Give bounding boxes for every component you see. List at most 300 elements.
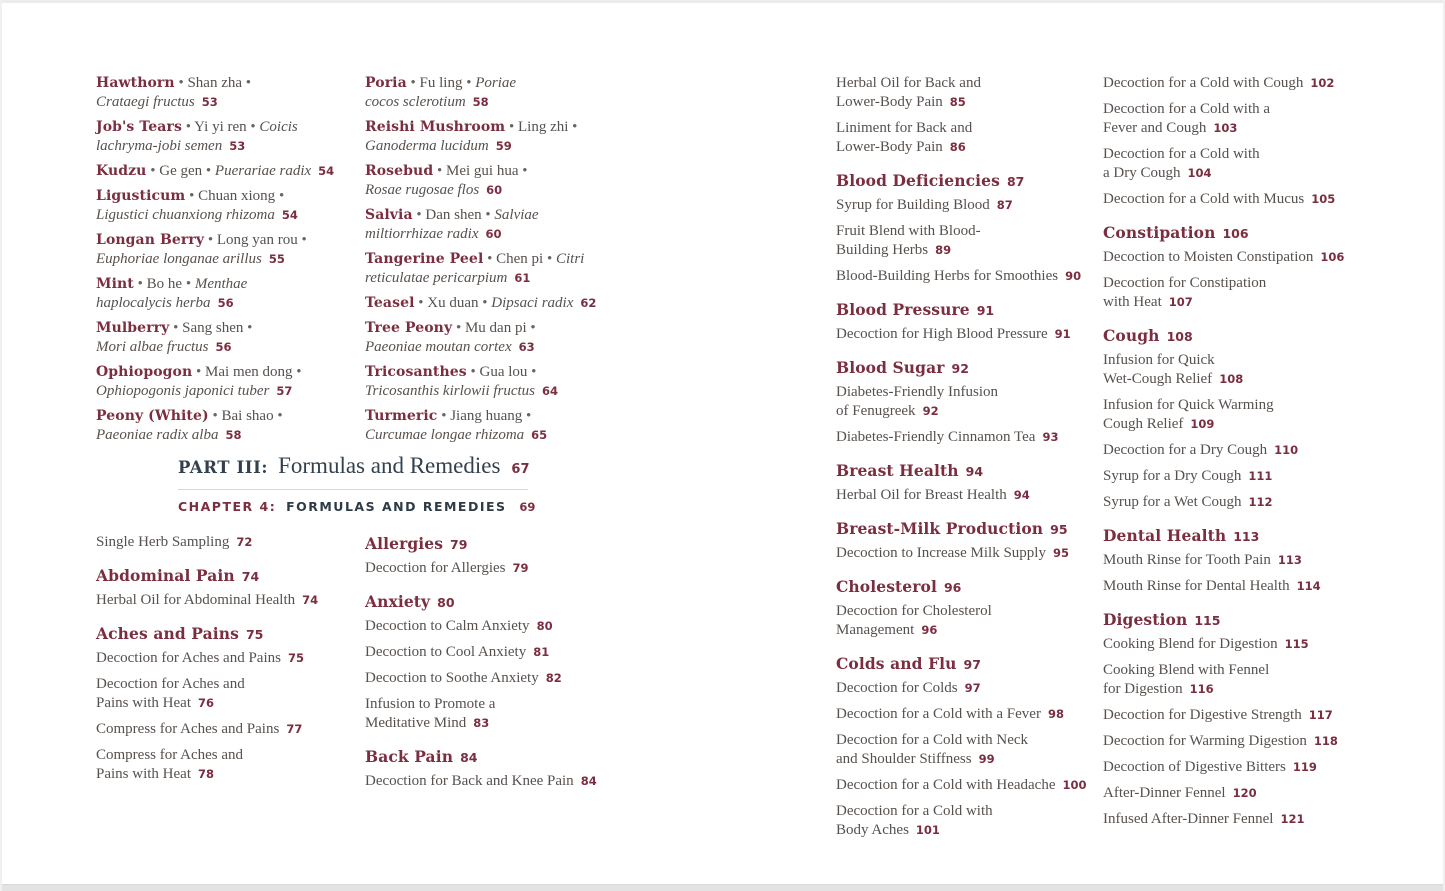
toc-herb-entry bbox=[96, 319, 358, 357]
separator-dot: • bbox=[466, 364, 480, 380]
entry-text: Decoction to Increase Milk Supply bbox=[836, 545, 1046, 561]
latin-name: Euphoriae longanae arillus bbox=[96, 251, 262, 267]
category-title: Blood Deficiencies bbox=[836, 171, 1000, 190]
entry-text: Decoction for a Cold with Mucus bbox=[1103, 191, 1305, 207]
page-number: 116 bbox=[1189, 682, 1214, 696]
toc-remedy-entry bbox=[1103, 145, 1365, 183]
category-title: Anxiety bbox=[365, 592, 431, 611]
toc-entry-line bbox=[836, 731, 1094, 750]
entry-text: Decoction for Cholesterol bbox=[836, 603, 992, 619]
toc-entry-line bbox=[365, 250, 623, 269]
page-number: 86 bbox=[949, 140, 966, 154]
toc-entry-line bbox=[1103, 577, 1365, 596]
toc-entry-line bbox=[365, 181, 623, 200]
page-number: 103 bbox=[1213, 121, 1238, 135]
separator-dot: • bbox=[292, 364, 302, 380]
entry-text: Decoction to Soothe Anxiety bbox=[365, 670, 539, 686]
pinyin-name: Fu ling bbox=[419, 75, 463, 91]
herb-name: Longan Berry bbox=[96, 232, 205, 248]
page-number: 54 bbox=[281, 208, 298, 222]
toc-remedy-entry bbox=[1103, 100, 1365, 138]
toc-entry-line bbox=[1103, 415, 1365, 434]
toc-herb-entry bbox=[365, 206, 623, 244]
toc-herb-entry bbox=[365, 319, 623, 357]
page-number: 62 bbox=[580, 296, 597, 310]
toc-entry-line bbox=[365, 695, 637, 714]
toc-entry-line bbox=[96, 275, 358, 294]
entry-text: Decoction for Aches and Pains bbox=[96, 650, 281, 666]
herb-name: Mulberry bbox=[96, 320, 170, 336]
entry-text: Single Herb Sampling bbox=[96, 534, 230, 550]
toc-entry-line bbox=[365, 294, 623, 313]
category-title: Allergies bbox=[365, 534, 444, 553]
toc-entry-line bbox=[836, 802, 1094, 821]
toc-remedy-entry bbox=[1103, 441, 1365, 460]
herb-name: Ligusticum bbox=[96, 188, 186, 204]
toc-entry-line bbox=[836, 222, 1094, 241]
page-number: 109 bbox=[1190, 417, 1215, 431]
page-number: 55 bbox=[268, 252, 285, 266]
toc-remedy-entry bbox=[96, 746, 368, 784]
remedies-column-1 bbox=[96, 533, 368, 791]
toc-entry-line bbox=[836, 74, 1094, 93]
toc-entry-line bbox=[365, 118, 623, 137]
separator-dot: • bbox=[242, 75, 252, 91]
remedies-column-2 bbox=[365, 533, 637, 798]
toc-remedy-entry bbox=[836, 74, 1094, 112]
latin-name: Ligustici chuanxiong rhizoma bbox=[96, 207, 275, 223]
toc-herb-entry bbox=[365, 118, 623, 156]
herb-name: Salvia bbox=[365, 207, 413, 223]
separator-dot: • bbox=[273, 408, 283, 424]
latin-name: lachryma-jobi semen bbox=[96, 138, 223, 154]
herb-name: Tangerine Peel bbox=[365, 251, 484, 267]
entry-text: Pains with Heat bbox=[96, 766, 191, 782]
separator-dot: • bbox=[133, 276, 147, 292]
category-heading bbox=[365, 533, 637, 555]
category-title: Breast Health bbox=[836, 461, 959, 480]
toc-herb-entry bbox=[365, 407, 623, 445]
toc-remedy-entry bbox=[1103, 706, 1365, 725]
latin-name: haplocalycis herba bbox=[96, 295, 211, 311]
toc-entry-line bbox=[365, 772, 637, 791]
separator-dot: • bbox=[478, 295, 492, 311]
toc-entry-line bbox=[836, 428, 1094, 447]
toc-remedy-entry bbox=[836, 119, 1094, 157]
toc-remedy-entry bbox=[836, 776, 1094, 795]
toc-remedy-entry bbox=[836, 731, 1094, 769]
pinyin-name: Gua lou bbox=[479, 364, 528, 380]
separator-dot: • bbox=[518, 163, 528, 179]
separator-dot: • bbox=[185, 188, 199, 204]
page-number: 104 bbox=[1187, 166, 1212, 180]
toc-remedy-entry bbox=[365, 695, 637, 733]
page-number: 106 bbox=[1222, 226, 1249, 241]
page-number: 74 bbox=[241, 569, 260, 584]
entry-text: Cough Relief bbox=[1103, 416, 1184, 432]
page-number: 69 bbox=[519, 500, 536, 514]
latin-name: Citri bbox=[556, 251, 585, 267]
category-heading bbox=[836, 170, 1094, 192]
entry-text: Herbal Oil for Abdominal Health bbox=[96, 592, 296, 608]
toc-remedy-entry bbox=[1103, 758, 1365, 777]
latin-name: cocos sclerotium bbox=[365, 94, 466, 110]
toc-entry-line bbox=[96, 382, 358, 401]
toc-remedy-entry bbox=[836, 486, 1094, 505]
herb-index-column-2 bbox=[365, 74, 623, 451]
toc-entry-line bbox=[365, 319, 623, 338]
separator-dot: • bbox=[174, 75, 188, 91]
herb-name: Reishi Mushroom bbox=[365, 119, 506, 135]
page-number: 114 bbox=[1296, 579, 1321, 593]
latin-name: reticulatae pericarpium bbox=[365, 270, 508, 286]
toc-remedy-entry bbox=[1103, 396, 1365, 434]
page-number: 56 bbox=[217, 296, 234, 310]
entry-text: After-Dinner Fennel bbox=[1103, 785, 1226, 801]
toc-entry-line bbox=[1103, 190, 1365, 209]
toc-entry-line bbox=[836, 486, 1094, 505]
toc-entry-line bbox=[96, 250, 358, 269]
toc-entry-line bbox=[1103, 164, 1365, 183]
toc-entry-line bbox=[1103, 680, 1365, 699]
chapter-label: CHAPTER 4: bbox=[178, 499, 277, 514]
entry-text: Decoction for Constipation bbox=[1103, 275, 1267, 291]
toc-entry-line bbox=[365, 407, 623, 426]
entry-text: Herbal Oil for Back and bbox=[836, 75, 981, 91]
separator-dot: • bbox=[505, 119, 518, 135]
entry-text: Herbal Oil for Breast Health bbox=[836, 487, 1007, 503]
entry-text: Syrup for a Dry Cough bbox=[1103, 468, 1242, 484]
entry-text: Mouth Rinse for Tooth Pain bbox=[1103, 552, 1271, 568]
toc-entry-line bbox=[96, 162, 358, 181]
toc-entry-line bbox=[365, 269, 623, 288]
latin-name: Puerariae radix bbox=[214, 163, 312, 179]
latin-name: Mori albae fructus bbox=[96, 339, 209, 355]
toc-entry-line bbox=[96, 591, 368, 610]
toc-remedy-entry bbox=[836, 222, 1094, 260]
page-edge-top bbox=[0, 0, 1445, 3]
page-number: 94 bbox=[965, 464, 984, 479]
toc-entry-line bbox=[365, 643, 637, 662]
latin-name: Ganoderma lucidum bbox=[365, 138, 489, 154]
page-number: 79 bbox=[450, 537, 468, 552]
entry-text: Decoction for a Cold with bbox=[836, 803, 993, 819]
page-number: 87 bbox=[1006, 174, 1025, 189]
toc-entry-line bbox=[836, 325, 1094, 344]
separator-dot: • bbox=[543, 251, 556, 267]
herb-name: Job's Tears bbox=[96, 119, 182, 135]
toc-herb-entry bbox=[96, 118, 358, 156]
toc-entry-line bbox=[1103, 758, 1365, 777]
category-title: Back Pain bbox=[365, 747, 454, 766]
herb-name: Hawthorn bbox=[96, 75, 175, 91]
category-title: Cough bbox=[1103, 326, 1160, 345]
toc-entry-line bbox=[96, 187, 358, 206]
entry-text: Cooking Blend with Fennel bbox=[1103, 662, 1270, 678]
toc-herb-entry bbox=[365, 162, 623, 200]
entry-text: Decoction for Back and Knee Pain bbox=[365, 773, 574, 789]
entry-text: Decoction for a Cold with a bbox=[1103, 101, 1271, 117]
entry-text: Decoction of Digestive Bitters bbox=[1103, 759, 1286, 775]
remedies-column-3 bbox=[836, 74, 1094, 847]
toc-entry-line bbox=[96, 74, 358, 93]
separator-dot: • bbox=[246, 119, 260, 135]
toc-entry-line bbox=[365, 617, 637, 636]
toc-entry-line bbox=[365, 162, 623, 181]
herb-name: Ophiopogon bbox=[96, 364, 193, 380]
toc-entry-line bbox=[96, 338, 358, 357]
herb-name: Tricosanthes bbox=[365, 364, 467, 380]
page-number: 80 bbox=[437, 595, 455, 610]
latin-name: Tricosanthis kirlowii fructus bbox=[365, 383, 536, 399]
toc-herb-entry bbox=[96, 363, 358, 401]
pinyin-name: Long yan rou bbox=[216, 232, 298, 248]
toc-entry-line bbox=[1103, 732, 1365, 751]
entry-text: Decoction to Moisten Constipation bbox=[1103, 249, 1314, 265]
page-number: 90 bbox=[1065, 269, 1082, 283]
toc-herb-entry bbox=[365, 250, 623, 288]
page-number: 91 bbox=[1054, 327, 1071, 341]
toc-herb-entry bbox=[96, 275, 358, 313]
entry-text: Syrup for Building Blood bbox=[836, 197, 990, 213]
toc-remedy-entry bbox=[365, 617, 637, 636]
toc-entry-line bbox=[1103, 119, 1365, 138]
entry-text: Decoction for a Cold with Headache bbox=[836, 777, 1056, 793]
toc-entry-line bbox=[1103, 784, 1365, 803]
category-title: Cholesterol bbox=[836, 577, 937, 596]
entry-text: Meditative Mind bbox=[365, 715, 467, 731]
herb-name: Kudzu bbox=[96, 163, 147, 179]
entry-text: Diabetes-Friendly Infusion bbox=[836, 384, 999, 400]
entry-text: Compress for Aches and Pains bbox=[96, 721, 280, 737]
separator-dot: • bbox=[462, 75, 476, 91]
toc-remedy-entry bbox=[1103, 732, 1365, 751]
toc-entry-line bbox=[1103, 396, 1365, 415]
toc-entry-line bbox=[365, 338, 623, 357]
entry-text: and Shoulder Stiffness bbox=[836, 751, 972, 767]
toc-entry-line bbox=[1103, 145, 1365, 164]
entry-text: Building Herbs bbox=[836, 242, 929, 258]
page-number: 120 bbox=[1232, 786, 1257, 800]
entry-text: Management bbox=[836, 622, 915, 638]
entry-text: Fever and Cough bbox=[1103, 120, 1207, 136]
toc-entry-line bbox=[1103, 370, 1365, 389]
page-number: 115 bbox=[1284, 637, 1309, 651]
latin-name: Ophiopogonis japonici tuber bbox=[96, 383, 270, 399]
entry-text: of Fenugreek bbox=[836, 403, 916, 419]
page-number: 77 bbox=[286, 722, 303, 736]
separator-dot: • bbox=[406, 75, 420, 91]
chapter-title-line bbox=[178, 499, 578, 514]
pinyin-name: Bo he bbox=[146, 276, 183, 292]
page-number: 105 bbox=[1311, 192, 1336, 206]
entry-text: Lower-Body Pain bbox=[836, 139, 943, 155]
toc-remedy-entry bbox=[1103, 248, 1365, 267]
toc-entry-line bbox=[836, 621, 1094, 640]
entry-text: Diabetes-Friendly Cinnamon Tea bbox=[836, 429, 1036, 445]
category-title: Colds and Flu bbox=[836, 654, 957, 673]
herb-name: Mint bbox=[96, 276, 134, 292]
entry-text: Decoction for Allergies bbox=[365, 560, 506, 576]
page-number: 118 bbox=[1313, 734, 1338, 748]
entry-text: Decoction to Cool Anxiety bbox=[365, 644, 527, 660]
separator-dot: • bbox=[483, 251, 497, 267]
herb-name: Rosebud bbox=[365, 163, 434, 179]
pinyin-name: Mai men dong bbox=[205, 364, 293, 380]
toc-entry-line bbox=[836, 679, 1094, 698]
page-number: 78 bbox=[198, 767, 215, 781]
page-number: 98 bbox=[1047, 707, 1064, 721]
page-number: 95 bbox=[1052, 546, 1069, 560]
toc-remedy-entry bbox=[836, 325, 1094, 344]
toc-remedy-entry bbox=[1103, 274, 1365, 312]
entry-text: Infusion to Promote a bbox=[365, 696, 496, 712]
page-number: 67 bbox=[511, 462, 530, 477]
category-heading bbox=[1103, 325, 1365, 347]
toc-entry-line bbox=[836, 241, 1094, 260]
page-number: 97 bbox=[964, 681, 981, 695]
page-number: 121 bbox=[1280, 812, 1305, 826]
latin-name: Paeoniae radix alba bbox=[96, 427, 219, 443]
toc-entry-line bbox=[365, 714, 637, 733]
page-number: 92 bbox=[951, 361, 969, 376]
entry-text: Decoction for a Dry Cough bbox=[1103, 442, 1268, 458]
toc-remedy-entry bbox=[1103, 493, 1365, 512]
toc-entry-line bbox=[365, 137, 623, 156]
toc-entry-line bbox=[1103, 661, 1365, 680]
entry-text: Decoction for a Cold with Cough bbox=[1103, 75, 1304, 91]
toc-entry-line bbox=[96, 206, 358, 225]
pinyin-name: Mei gui hua bbox=[445, 163, 519, 179]
separator-dot: • bbox=[414, 295, 428, 311]
toc-entry-line bbox=[836, 402, 1094, 421]
remedies-column-4 bbox=[1103, 74, 1365, 836]
entry-text: Decoction for Aches and bbox=[96, 676, 245, 692]
category-heading bbox=[1103, 222, 1365, 244]
toc-entry-line bbox=[1103, 351, 1365, 370]
herb-name: Poria bbox=[365, 75, 407, 91]
page-number: 113 bbox=[1277, 553, 1302, 567]
entry-text: for Digestion bbox=[1103, 681, 1183, 697]
pinyin-name: Chuan xiong bbox=[198, 188, 276, 204]
latin-name: Paeoniae moutan cortex bbox=[365, 339, 512, 355]
entry-text: Decoction for Colds bbox=[836, 680, 958, 696]
separator-dot: • bbox=[481, 207, 495, 223]
entry-text: Decoction for High Blood Pressure bbox=[836, 326, 1048, 342]
category-title: Blood Pressure bbox=[836, 300, 970, 319]
page-number: 82 bbox=[545, 671, 562, 685]
toc-herb-entry bbox=[96, 187, 358, 225]
category-heading bbox=[96, 623, 368, 645]
separator-dot: • bbox=[182, 276, 195, 292]
page-number: 108 bbox=[1219, 372, 1244, 386]
latin-name: Crataegi fructus bbox=[96, 94, 195, 110]
page-number: 89 bbox=[935, 243, 952, 257]
toc-remedy-entry bbox=[365, 643, 637, 662]
category-title: Aches and Pains bbox=[96, 624, 239, 643]
latin-name: Menthae bbox=[194, 276, 248, 292]
toc-remedy-entry bbox=[1103, 74, 1365, 93]
entry-text: Infusion for Quick bbox=[1103, 352, 1215, 368]
toc-remedy-entry bbox=[836, 802, 1094, 840]
entry-text: Lower-Body Pain bbox=[836, 94, 943, 110]
page-number: 64 bbox=[542, 384, 559, 398]
entry-text: Decoction for a Cold with bbox=[1103, 146, 1260, 162]
category-title: Blood Sugar bbox=[836, 358, 945, 377]
part-heading-block bbox=[178, 452, 578, 514]
pinyin-name: Ge gen bbox=[159, 163, 203, 179]
page-number: 106 bbox=[1320, 250, 1345, 264]
toc-entry-line bbox=[1103, 248, 1365, 267]
page-number: 72 bbox=[236, 535, 253, 549]
page-number: 108 bbox=[1166, 329, 1193, 344]
separator-dot: • bbox=[437, 408, 451, 424]
toc-entry-line bbox=[96, 746, 368, 765]
page-number: 80 bbox=[536, 619, 553, 633]
entry-text: Syrup for a Wet Cough bbox=[1103, 494, 1242, 510]
page-number: 100 bbox=[1062, 778, 1087, 792]
toc-remedy-entry bbox=[836, 602, 1094, 640]
toc-entry-line bbox=[96, 720, 368, 739]
toc-entry-line bbox=[1103, 467, 1365, 486]
pinyin-name: Jiang huang bbox=[450, 408, 523, 424]
toc-remedy-entry bbox=[1103, 351, 1365, 389]
toc-remedy-entry bbox=[836, 196, 1094, 215]
separator-dot: • bbox=[522, 408, 532, 424]
part-title-line bbox=[178, 452, 578, 484]
entry-text: Decoction for Warming Digestion bbox=[1103, 733, 1307, 749]
separator-dot: • bbox=[169, 320, 183, 336]
separator-dot: • bbox=[452, 320, 465, 336]
entry-text: Compress for Aches and bbox=[96, 747, 244, 763]
page-number: 119 bbox=[1292, 760, 1317, 774]
toc-entry-line bbox=[96, 675, 368, 694]
page-number: 75 bbox=[245, 627, 264, 642]
pinyin-name: Bai shao bbox=[221, 408, 274, 424]
category-title: Dental Health bbox=[1103, 526, 1227, 545]
page-number: 60 bbox=[485, 227, 502, 241]
toc-entry-line bbox=[365, 426, 623, 445]
entry-text: Decoction to Calm Anxiety bbox=[365, 618, 530, 634]
separator-dot: • bbox=[297, 232, 307, 248]
toc-remedy-entry bbox=[96, 675, 368, 713]
separator-dot: • bbox=[204, 232, 217, 248]
category-title: Constipation bbox=[1103, 223, 1216, 242]
toc-remedy-entry bbox=[1103, 661, 1365, 699]
entry-text: Infused After-Dinner Fennel bbox=[1103, 811, 1274, 827]
page-number: 91 bbox=[976, 303, 995, 318]
toc-entry-line bbox=[365, 559, 637, 578]
separator-dot: • bbox=[202, 163, 215, 179]
toc-remedy-entry bbox=[836, 705, 1094, 724]
latin-name: Curcumae longae rhizoma bbox=[365, 427, 525, 443]
toc-remedy-entry bbox=[1103, 810, 1365, 829]
page-number: 96 bbox=[921, 623, 938, 637]
herb-name: Teasel bbox=[365, 295, 415, 311]
toc-remedy-entry bbox=[365, 772, 637, 791]
page-edge-left bbox=[0, 0, 2, 891]
separator-dot: • bbox=[243, 320, 253, 336]
page-number: 87 bbox=[996, 198, 1013, 212]
toc-entry-line bbox=[1103, 274, 1365, 293]
category-heading bbox=[836, 518, 1094, 540]
toc-entry-line bbox=[96, 649, 368, 668]
separator-dot: • bbox=[146, 163, 160, 179]
page-number: 74 bbox=[302, 593, 319, 607]
page-number: 79 bbox=[512, 561, 529, 575]
herb-name: Tree Peony bbox=[365, 320, 453, 336]
category-heading bbox=[1103, 609, 1365, 631]
